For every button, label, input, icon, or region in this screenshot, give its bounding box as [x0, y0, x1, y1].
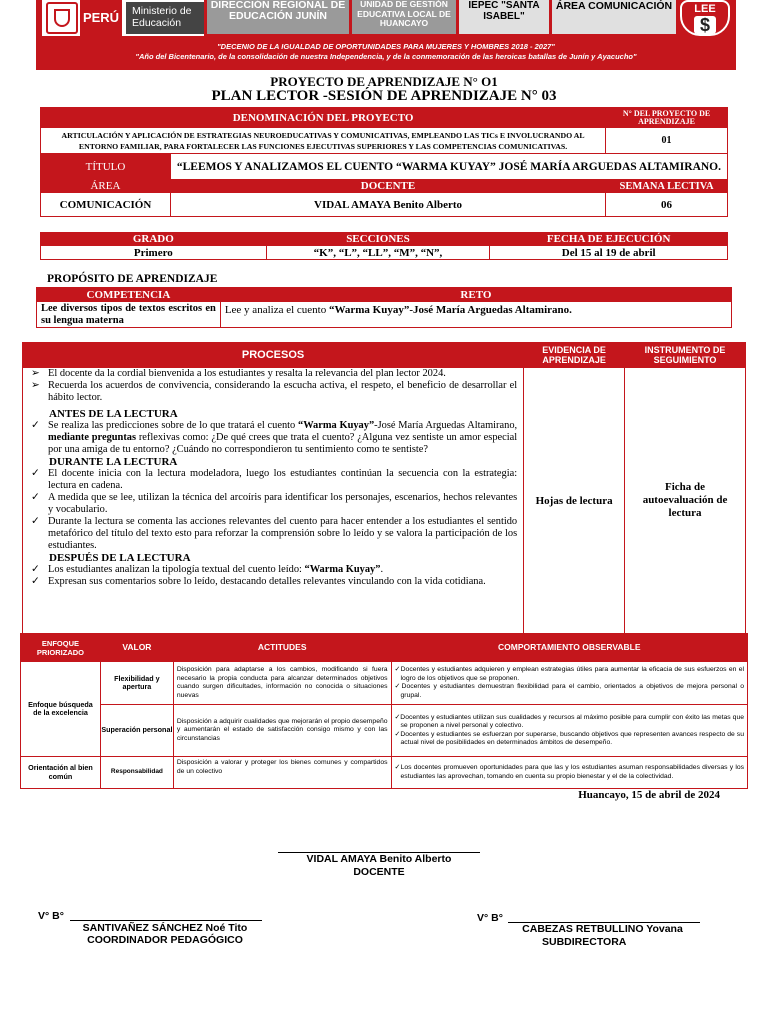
evidencia-value: Hojas de lectura: [524, 368, 625, 634]
valor-flexibilidad: Flexibilidad y apertura: [100, 662, 173, 705]
grado-value: Primero: [41, 246, 267, 260]
despues-title: DESPUÉS DE LA LECTURA: [49, 552, 191, 564]
valor-responsabilidad: Responsabilidad: [100, 757, 173, 789]
antes-title: ANTES DE LA LECTURA: [49, 408, 178, 420]
area-label: ÁREA COMUNICACIÓN: [552, 0, 676, 34]
competencia-value: Lee diversos tipos de textos escritos en su lengua materna: [37, 302, 221, 328]
iepec-label: IEPEC "SANTA ISABEL": [459, 0, 549, 34]
project-table: [40, 107, 728, 217]
area-value: COMUNICACIÓN: [41, 193, 171, 217]
dre-label: DIRECCIÓN REGIONAL DE EDUCACIÓN JUNÍN: [207, 0, 349, 34]
actitud-superacion: Disposición a adquirir cualidades que mejorarán el propio desempeño y aumentarán el estado de satisfacción consigo mismo y con las circunstancias: [173, 705, 391, 757]
comportamiento-flexibilidad: ✓Docentes y estudiantes adquieren y emplean estrategias útiles para aumentar la eficacia de sus esfuerzos en el logro de los objetivos que se proponen. ✓Docentes y estudiantes demuestran flexibilidad para el cambio, orientados a objetivos de mejora personal o grupal.: [391, 662, 747, 705]
list-item: ✓ Los estudiantes analizan la tipología textual del cuento leído: “Warma Kuyay”.: [31, 564, 384, 575]
procesos-table: [22, 342, 746, 634]
secciones-header: SECCIONES: [266, 233, 490, 246]
docente-name: VIDAL AMAYA Benito Alberto: [306, 853, 452, 865]
docente-header: DOCENTE: [170, 180, 605, 193]
instrumento-value: Ficha de autoevaluación de lectura: [625, 368, 746, 634]
list-item: ➢ Recuerda los acuerdos de convivencia, considerando la escucha activa, el respeto, el beneficio de desarrollar el hábito lector.: [31, 380, 518, 403]
project-title: PROYECTO DE APRENDIZAJE N° O1: [270, 74, 498, 89]
coordinador-signature-line: [70, 920, 262, 921]
proposito-title: PROPÓSITO DE APRENDIZAJE: [47, 273, 218, 285]
denominacion-value: ARTICULACIÓN Y APLICACIÓN DE ESTRATEGIAS NEUROEDUCATIVAS Y COMUNICATIVAS, EMPLEANDO LAS TICs E INVOLUCRANDO AL ENTORNO FAMILIAR, PARA FORTALECER LAS FUNCIONES EJECUTIVAS SUPERIORES Y LAS COMPETENCIAS COMUNICATIVAS.: [41, 128, 606, 154]
peru-label: PERÚ: [80, 0, 122, 36]
fecha-header: FECHA DE EJECUCIÓN: [490, 233, 728, 246]
actitud-flexibilidad: Disposición para adaptarse a los cambios, modificando si fuera necesario la propia conducta para alcanzar determinados objetivos cuando surgen dificultades, información no conocida o situaciones nuevas: [173, 662, 391, 705]
list-item: ✓ El docente inicia con la lectura modeladora, luego los estudiantes continúan la secuencia con la estrategia: lectura en cadena.: [31, 468, 518, 491]
bicentenario-line: "Año del Bicentenario, de la consolidación de nuestra Independencia, y de la conmemoración de las heroicas batallas de Junín y Ayacucho": [135, 52, 637, 61]
instrumento-header: INSTRUMENTO DE SEGUIMIENTO: [625, 343, 746, 368]
valor-superacion: Superación personal: [100, 705, 173, 757]
session-title: PLAN LECTOR -SESIÓN DE APRENDIZAJE N° 03: [211, 88, 557, 104]
valor-header: VALOR: [100, 634, 173, 662]
list-item: ✓ Expresan sus comentarios sobre lo leído, destacando detalles relevantes vinculando con la vida cotidiana.: [31, 576, 486, 587]
semana-value: 06: [606, 193, 728, 217]
titulo-value: “LEEMOS Y ANALIZAMOS EL CUENTO “WARMA KUYAY” JOSÉ MARÍA ARGUEDAS ALTAMIRANO.: [170, 154, 727, 180]
list-item: ✓ Se realiza las predicciones sobre de lo que tratará el cuento “Warma Kuyay”-José María Arguedas Altamirano, mediante preguntas reflexivas como: ¿De qué crees que trata el cuento? ¿Alguna vez sentiste un amor especial por una amiga de tu entorno? ¿Cuándo no correspondieron tu sentimiento como te sentiste?: [31, 420, 518, 455]
reto-header: RETO: [220, 288, 731, 302]
list-item: ✓ Durante la lectura se comenta las acciones relevantes del cuento para hacer entender a los estudiantes el sentido metafórico del título del texto esto para reforzar la comprensión sobre lo leído y se valora la participación de los estudiantes.: [31, 516, 518, 551]
lee-logo-text: LEE: [694, 3, 716, 15]
procesos-header: PROCESOS: [23, 343, 524, 368]
peru-shield-icon: [46, 2, 78, 34]
subdirectora-name: CABEZAS RETBULLINO Yovana: [522, 923, 683, 935]
competencia-header: COMPETENCIA: [37, 288, 221, 302]
titulo-header: TÍTULO: [41, 154, 171, 180]
coordinador-role: COORDINADOR PEDAGÓGICO: [87, 934, 243, 946]
enfoque-header: ENFOQUE PRIORIZADO: [21, 634, 101, 662]
durante-title: DURANTE LA LECTURA: [49, 456, 178, 468]
docente-value: VIDAL AMAYA Benito Alberto: [170, 193, 605, 217]
enfoque-table: [20, 633, 748, 789]
actitud-responsabilidad: Disposición a valorar y proteger los bienes comunes y compartidos de un colectivo: [173, 757, 391, 789]
decenio-line: "DECENIO DE LA IGUALDAD DE OPORTUNIDADES PARA MUJERES Y HOMBRES 2018 - 2027": [217, 42, 555, 51]
enfoque-excelencia: Enfoque búsqueda de la excelencia: [21, 662, 101, 757]
comportamiento-responsabilidad: ✓Los docentes promueven oportunidades para que las y los estudiantes asuman responsabilidades diversas y los estudiantes las aprovechan, tomando en cuenta su propio bienestar y el de la colectividad.: [391, 757, 747, 789]
subdirectora-role: SUBDIRECTORA: [542, 936, 627, 948]
place-date: Huancayo, 15 de abril de 2024: [578, 789, 720, 801]
evidencia-header: EVIDENCIA DE APRENDIZAJE: [524, 343, 625, 368]
procesos-content: [23, 368, 524, 634]
actitudes-header: ACTITUDES: [173, 634, 391, 662]
proposito-table: [36, 287, 732, 328]
enfoque-bien-comun: Orientación al bien común: [21, 757, 101, 789]
comportamiento-superacion: ✓Docentes y estudiantes utilizan sus cualidades y recursos al máximo posible para cumplir con éxito las metas que se proponen a nivel personal y colectivo. ✓Docentes y estudiantes se esfuerzan por superarse, buscando objetivos que representen avances respecto de su actual nivel de posibilidades en determinados ámbitos de desempeño.: [391, 705, 747, 757]
semana-header: SEMANA LECTIVA: [606, 180, 728, 193]
fecha-value: Del 15 al 19 de abril: [490, 246, 728, 260]
reto-value: Lee y analiza el cuento “Warma Kuyay”-José María Arguedas Altamirano.: [220, 302, 731, 328]
secciones-value: “K”, “L”, “LL”, “M”, “N”,: [266, 246, 490, 260]
vb-subdirectora: V° B°: [477, 912, 503, 924]
denominacion-header: DENOMINACIÓN DEL PROYECTO: [41, 108, 606, 128]
area-header: ÁREA: [41, 180, 171, 193]
ugel-label: UNIDAD DE GESTIÓN EDUCATIVA LOCAL DE HUANCAYO: [352, 0, 456, 34]
vb-coordinador: V° B°: [38, 910, 64, 922]
list-item: ➢ El docente da la cordial bienvenida a los estudiantes y resalta la relevancia del plan lector 2024.: [31, 368, 446, 379]
comportamiento-header: COMPORTAMIENTO OBSERVABLE: [391, 634, 747, 662]
docente-role: DOCENTE: [353, 866, 405, 878]
ministerio-label: Ministerio de Educación: [126, 2, 204, 34]
grado-table: [40, 232, 728, 260]
numero-header: N° DEL PROYECTO DE APRENDIZAJE: [606, 108, 728, 128]
list-item: ✓ A medida que se lee, utilizan la técnica del arcoíris para identificar los personajes, escenarios, hechos relevantes y vocabulario.: [31, 492, 518, 515]
numero-value: 01: [606, 128, 728, 154]
grado-header: GRADO: [41, 233, 267, 246]
coordinador-name: SANTIVAÑEZ SÁNCHEZ Noé Tito: [82, 922, 248, 934]
lee-logo-icon: LEE $: [680, 0, 730, 36]
